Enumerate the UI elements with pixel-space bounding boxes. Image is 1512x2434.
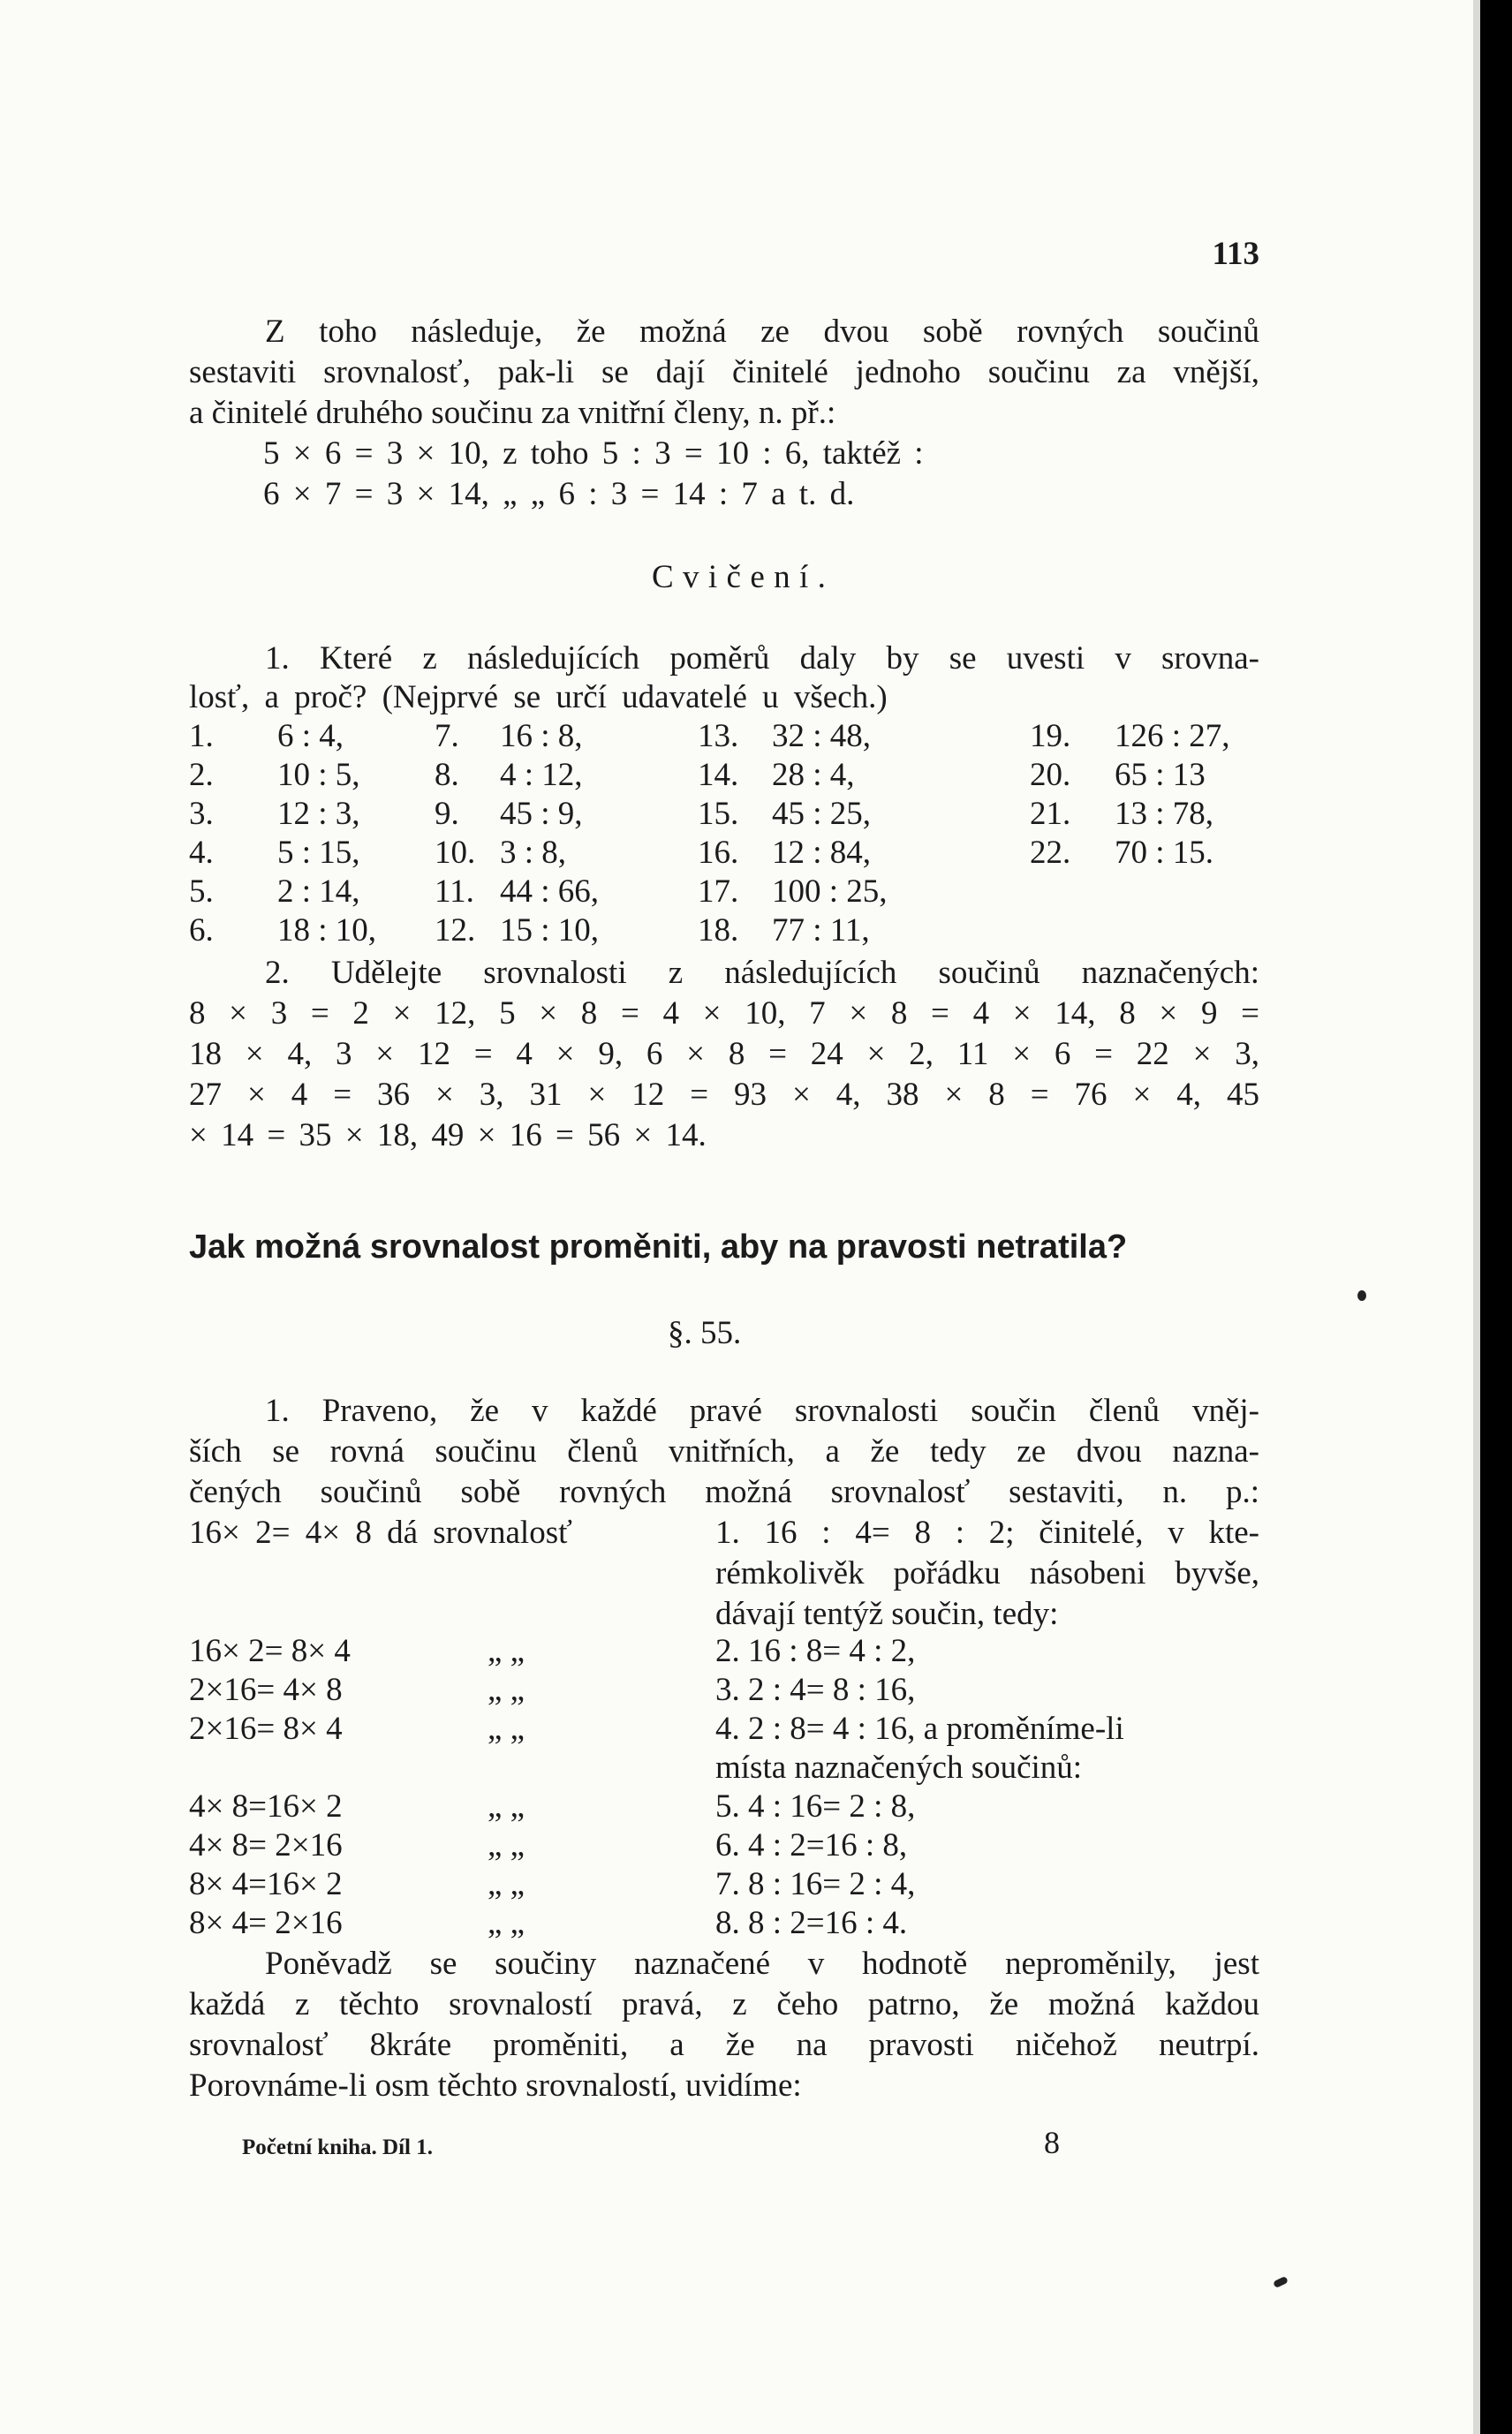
ratio-number: 14. [698,757,739,793]
row-proportion: místa naznačených součinů: [715,1750,1083,1786]
row-ditto: „ „ [488,1711,525,1747]
row-left: 8× 4=16× 2 [189,1866,343,1902]
ratio-value: 12 : 3, [277,796,360,832]
ratio-value: 18 : 10, [277,912,377,949]
row-proportion: 8. 8 : 2=16 : 4. [715,1905,908,1941]
ratio-number: 19. [1030,718,1071,754]
ratio-number: 20. [1030,757,1071,793]
ratio-number: 15. [698,796,739,832]
ratio-value: 70 : 15. [1115,835,1214,871]
closing-line-4: Porovnáme-li osm těchto srovnalostí, uvidíme: [189,2067,802,2104]
ratio-value: 13 : 78, [1115,796,1214,832]
section-heading: Jak možná srovnalost proměniti, aby na pravosti netratila? [189,1228,1128,1266]
row-proportion: 2. 16 : 8= 4 : 2, [715,1633,916,1669]
row-left: 4× 8= 2×16 [189,1827,343,1863]
task2-line-2: 8 × 3 = 2 × 12, 5 × 8 = 4 × 10, 7 × 8 = 4 × 14, 8 × 9 = [189,995,1259,1032]
row-ditto: „ „ [488,1672,525,1708]
row-left: 2×16= 8× 4 [189,1711,343,1747]
right-cont-2: dávají tentýž součin, tedy: [715,1596,1059,1632]
closing-line-3: srovnalosť 8kráte proměniti, a že na pravosti ničehož neutrpí. [189,2027,1259,2063]
row-ditto: „ „ [488,1788,525,1825]
ratio-number: 5. [189,873,214,910]
ratio-value: 6 : 4, [277,718,344,754]
ratio-value: 32 : 48, [772,718,872,754]
page-edge [1473,0,1480,2434]
row-proportion: 3. 2 : 4= 8 : 16, [715,1672,916,1708]
ratio-value: 4 : 12, [500,757,583,793]
task1-line-2: losť, a proč? (Nejprvé se určí udavatelé u všech.) [189,679,888,715]
ratio-number: 3. [189,796,214,832]
body-line-3: čených součinů sobě rovných možná srovnalosť sestaviti, n. p.: [189,1474,1259,1510]
body-line-2: ších se rovná součinu členů vnitřních, a že tedy ze dvou nazna- [189,1433,1259,1470]
ratio-number: 8. [435,757,459,793]
ratio-number: 13. [698,718,739,754]
row-ditto: „ „ [488,1905,525,1941]
paragraph-number: §. 55. [668,1315,742,1351]
row-ditto: „ „ [488,1866,525,1902]
ratio-number: 11. [435,873,474,910]
first-left: 16× 2= 4× 8 dá srovnalosť [189,1515,572,1551]
row-ditto: „ „ [488,1633,525,1669]
ratio-value: 45 : 25, [772,796,872,832]
intro-example-1: 5 × 6 = 3 × 10, z toho 5 : 3 = 10 : 6, taktéž : [263,435,924,472]
row-proportion: 7. 8 : 16= 2 : 4, [715,1866,916,1902]
ratio-number: 10. [435,835,476,871]
row-proportion: 6. 4 : 2=16 : 8, [715,1827,908,1863]
exercises-title: Cvičení. [652,559,835,595]
ratio-number: 21. [1030,796,1071,832]
first-right: 1. 16 : 4= 8 : 2; činitelé, v kte- [715,1515,1259,1551]
stray-mark [1273,2276,1289,2288]
body-line-1: 1. Praveno, že v každé pravé srovnalosti součin členů vněj- [265,1393,1259,1429]
task2-line-5: × 14 = 35 × 18, 49 × 16 = 56 × 14. [189,1117,707,1153]
right-cont-1: rémkolivěk pořádku násobeni byvše, [715,1555,1259,1591]
ratio-value: 44 : 66, [500,873,600,910]
ratio-number: 1. [189,718,214,754]
row-left: 4× 8=16× 2 [189,1788,343,1825]
intro-line-2: sestaviti srovnalosť, pak-li se dají činitelé jednoho součinu za vnější, [189,354,1259,390]
intro-example-2: 6 × 7 = 3 × 14, „ „ 6 : 3 = 14 : 7 a t. d. [263,476,855,512]
ratio-number: 6. [189,912,214,949]
ratio-number: 16. [698,835,739,871]
intro-line-1: Z toho následuje, že možná ze dvou sobě rovných součinů [265,314,1259,350]
ratio-value: 77 : 11, [772,912,870,949]
ratio-number: 2. [189,757,214,793]
task2-line-4: 27 × 4 = 36 × 3, 31 × 12 = 93 × 4, 38 × 8 = 76 × 4, 45 [189,1077,1259,1113]
ratio-value: 126 : 27, [1115,718,1230,754]
ratio-number: 4. [189,835,214,871]
ratio-value: 16 : 8, [500,718,583,754]
ratio-value: 65 : 13 [1115,757,1206,793]
ratio-value: 28 : 4, [772,757,855,793]
stray-dot [1357,1290,1366,1301]
ratio-number: 18. [698,912,739,949]
row-proportion: 4. 2 : 8= 4 : 16, a proměníme-li [715,1711,1124,1747]
row-left: 8× 4= 2×16 [189,1905,343,1941]
ratio-value: 15 : 10, [500,912,600,949]
ratio-number: 7. [435,718,459,754]
footer-signature: 8 [1044,2125,1060,2160]
ratio-value: 5 : 15, [277,835,360,871]
closing-line-2: každá z těchto srovnalostí pravá, z čeho patrno, že možná každou [189,1986,1259,2022]
intro-line-3: a činitelé druhého součinu za vnitřní členy, n. př.: [189,395,836,431]
ratio-value: 12 : 84, [772,835,872,871]
ratio-number: 9. [435,796,459,832]
page-number: 113 [1212,236,1259,272]
task1-line-1: 1. Které z následujících poměrů daly by se uvesti v srovna- [265,640,1259,677]
row-left: 16× 2= 8× 4 [189,1633,351,1669]
footer-title: Početní kniha. Díl 1. [242,2135,433,2159]
task2-line-3: 18 × 4, 3 × 12 = 4 × 9, 6 × 8 = 24 × 2, 11 × 6 = 22 × 3, [189,1036,1259,1072]
ratio-number: 12. [435,912,476,949]
ratio-number: 22. [1030,835,1071,871]
ratio-value: 2 : 14, [277,873,360,910]
ratio-number: 17. [698,873,739,910]
ratio-value: 100 : 25, [772,873,888,910]
row-ditto: „ „ [488,1827,525,1863]
task2-line-1: 2. Udělejte srovnalosti z následujících součinů naznačených: [265,955,1259,991]
ratio-value: 3 : 8, [500,835,567,871]
ratio-value: 10 : 5, [277,757,360,793]
ratio-value: 45 : 9, [500,796,583,832]
row-left: 2×16= 4× 8 [189,1672,343,1708]
row-proportion: 5. 4 : 16= 2 : 8, [715,1788,916,1825]
closing-line-1: Poněvadž se součiny naznačené v hodnotě neproměnily, jest [265,1946,1259,1982]
